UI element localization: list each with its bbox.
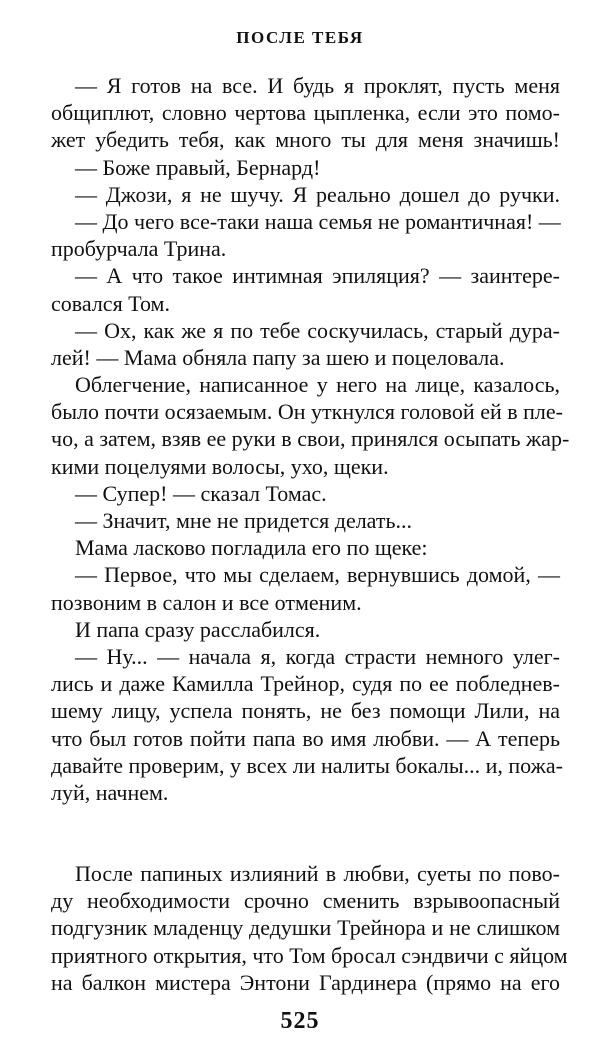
text-line: лей! — Мама обняла папу за шею и поцеловала. [51, 344, 505, 370]
text-line: было почти осязаемым. Он уткнулся головой ей в пле- [51, 399, 563, 425]
text-line: чо, а затем, взяв ее руки в свои, принялся осыпать жар- [51, 426, 570, 452]
text-line: луй, начнем. [51, 779, 169, 805]
text-line: совался Том. [51, 290, 170, 316]
text-line: жет убедить тебя, как много ты для меня значишь! [51, 127, 560, 153]
text-line: — Первое, что мы сделаем, вернувшись домой, — [75, 562, 560, 588]
text-line: — А что такое интимная эпиляция? — заинтере- [75, 263, 560, 289]
text-line: общиплют, словно чертова цыпленка, если это помо- [51, 100, 560, 126]
body-text [51, 72, 570, 996]
text-line: После папиных излияний в любви, суеты по пово- [75, 861, 560, 887]
text-line: И папа сразу расслабился. [75, 616, 321, 642]
section-break [51, 806, 560, 860]
text-line: — Ну... — начала я, когда страсти немного улег- [75, 643, 560, 669]
text-line: Мама ласково погладила его по щеке: [75, 535, 428, 561]
text-line: пробурчала Трина. [51, 236, 227, 262]
text-line: на балкон мистера Энтони Гардинера (прямо на его [51, 969, 560, 995]
text-line: подгузник младенцу дедушки Трейнора и не слишком [51, 915, 560, 941]
text-line: позвоним в салон и все отменим. [51, 589, 362, 615]
text-line: лись и даже Камилла Трейнор, судя по ее побледнев- [51, 671, 560, 697]
text-line: — Значит, мне не придется делать... [75, 508, 413, 533]
text-line: давайте проверим, у всех ли налиты бокалы... и, пожа- [51, 752, 563, 778]
text-line: — Боже правый, Бернард! [75, 154, 321, 180]
text-line: — Джози, я не шучу. Я реально дошел до ручки. [75, 181, 560, 207]
page-number: 525 [280, 1008, 320, 1034]
text-line: — Ох, как же я по тебе соскучилась, старый дура- [75, 317, 560, 343]
text-line: приятного открытия, что Том бросал сэндвичи с яйцом [51, 942, 568, 968]
text-line: кими поцелуями волосы, ухо, щеки. [51, 453, 389, 479]
text-line: — Я готов на все. И будь я проклят, пусть меня [75, 73, 560, 98]
text-line: шему лицу, успела понять, не без помощи Лили, на [51, 698, 560, 724]
text-line: — Супер! — сказал Томас. [75, 480, 327, 506]
running-head: ПОСЛЕ ТЕБЯ [236, 28, 364, 47]
text-line: Облегчение, написанное у него на лице, казалось, [75, 372, 560, 398]
text-line: ду необходимости срочно сменить взрывоопасный [51, 888, 560, 914]
text-line: — До чего все-таки наша семья не романтичная! — [75, 208, 561, 234]
text-line: что был готов пойти папа во имя любви. — А теперь [51, 725, 560, 751]
